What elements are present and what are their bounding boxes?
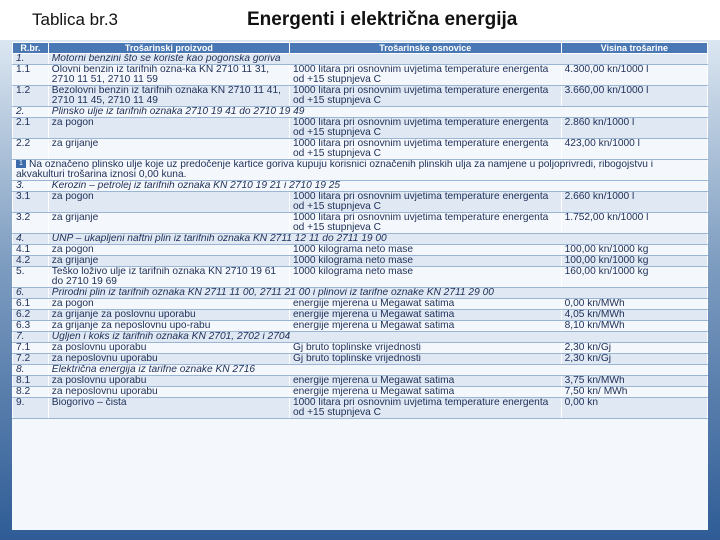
row-number: 7.1 [13,343,49,354]
table-row [13,376,708,387]
section-title: Ugljen i koks iz tarifnih oznaka KN 2701, 2702 i 2704 [48,332,707,343]
header-rate: Visina trošarine [561,43,707,54]
section-number: 8. [13,365,49,376]
table-row [13,139,708,160]
row-product: Teško loživo ulje iz tarifnih oznaka KN 2710 19 61 do 2710 19 69 [48,267,289,288]
header-base: Trošarinske osnovice [289,43,561,54]
row-base: 1000 litara pri osnovnim uvjetima temperature energenta od +15 stupnjeva C [289,213,561,234]
table-row [13,256,708,267]
row-base: 1000 kilograma neto mase [289,267,561,288]
row-number: 9. [13,398,49,419]
row-base: 1000 litara pri osnovnim uvjetima temperature energenta od +15 stupnjeva C [289,118,561,139]
table-row [13,192,708,213]
table-row [13,398,708,419]
slide-title: Energenti i električna energija [247,9,518,30]
row-product: za neposlovnu uporabu [48,354,289,365]
row-base: energije mjerena u Megawat satima [289,310,561,321]
row-base: energije mjerena u Megawat satima [289,321,561,332]
row-rate: 7,50 kn/ MWh [561,387,707,398]
section-title: Plinsko ulje iz tarifnih oznaka 2710 19 41 do 2710 19 49 [48,107,707,118]
row-rate: 2,30 kn/Gj [561,343,707,354]
row-rate: 0,00 kn [561,398,707,419]
row-rate: 160,00 kn/1000 kg [561,267,707,288]
row-rate: 4,05 kn/MWh [561,310,707,321]
note-text: Na označeno plinsko ulje koje uz predočenje kartice goriva kupuju korisnici označenih plinskih ulja za namjene u poljoprivredi, ribogojstvu i akvakulturi trošarina iznosi 0,00 kuna. [16,159,654,180]
section-title: Prirodni plin iz tarifnih oznaka KN 2711 11 00, 2711 21 00 i plinovi iz tarifne oznake KN 2711 29 00 [48,288,707,299]
row-base: Gj bruto toplinske vrijednosti [289,343,561,354]
section-number: 6. [13,288,49,299]
table-row [13,387,708,398]
row-number: 8.1 [13,376,49,387]
row-product: Bezolovni benzin iz tarifnih oznaka KN 2710 11 41, 2710 11 45, 2710 11 49 [48,86,289,107]
row-rate: 423,00 kn/1000 l [561,139,707,160]
row-rate: 3.660,00 kn/1000 l [561,86,707,107]
table-body [13,54,708,419]
row-rate: 3,75 kn/MWh [561,376,707,387]
section-row [13,107,708,118]
table-row [13,354,708,365]
section-title: Motorni benzini što se koriste kao pogonska goriva [48,54,707,65]
row-number: 3.1 [13,192,49,213]
section-title: Kerozin – petrolej iz tarifnih oznaka KN 2710 19 21 i 2710 19 25 [48,181,707,192]
section-row [13,332,708,343]
table-row [13,86,708,107]
table-row [13,343,708,354]
row-base: 1000 litara pri osnovnim uvjetima temperature energenta od +15 stupnjeva C [289,139,561,160]
section-row [13,54,708,65]
note-row [13,160,708,181]
table-row [13,310,708,321]
row-base: 1000 litara pri osnovnim uvjetima temperature energenta od +15 stupnjeva C [289,192,561,213]
row-product: za pogon [48,192,289,213]
section-number: 7. [13,332,49,343]
section-row [13,181,708,192]
table-header-row [13,43,708,54]
header-product: Trošarinski proizvod [48,43,289,54]
row-number: 2.2 [13,139,49,160]
excise-table-container [12,42,708,530]
section-title: Električna energija iz tarifne oznake KN 2716 [48,365,707,376]
row-number: 1.2 [13,86,49,107]
row-base: energije mjerena u Megawat satima [289,299,561,310]
row-number: 2.1 [13,118,49,139]
row-base: 1000 kilograma neto mase [289,256,561,267]
section-number: 2. [13,107,49,118]
row-number: 3.2 [13,213,49,234]
row-number: 7.2 [13,354,49,365]
note-cell [13,160,708,181]
row-rate: 100,00 kn/1000 kg [561,245,707,256]
row-rate: 1.752,00 kn/1000 l [561,213,707,234]
row-number: 4.1 [13,245,49,256]
row-number: 8.2 [13,387,49,398]
header-number: R.br. [13,43,49,54]
row-rate: 100,00 kn/1000 kg [561,256,707,267]
row-base: Gj bruto toplinske vrijednosti [289,354,561,365]
row-rate: 8,10 kn/MWh [561,321,707,332]
row-product: za pogon [48,118,289,139]
row-product: za grijanje za poslovnu uporabu [48,310,289,321]
section-row [13,288,708,299]
table-row [13,245,708,256]
section-title: UNP – ukapljeni naftni plin iz tarifnih oznaka KN 2711 12 11 do 2711 19 00 [48,234,707,245]
row-product: za poslovnu uporabu [48,376,289,387]
row-base: energije mjerena u Megawat satima [289,376,561,387]
table-row [13,321,708,332]
section-number: 4. [13,234,49,245]
row-rate: 2.860 kn/1000 l [561,118,707,139]
row-product: za poslovnu uporabu [48,343,289,354]
excise-table [12,42,708,419]
section-row [13,365,708,376]
row-product: Olovni benzin iz tarifnih ozna-ka KN 2710 11 31, 2710 11 51, 2710 11 59 [48,65,289,86]
slide-header [0,0,720,40]
row-base: 1000 kilograma neto mase [289,245,561,256]
row-number: 5. [13,267,49,288]
table-row [13,213,708,234]
row-base: 1000 litara pri osnovnim uvjetima temperature energenta od +15 stupnjeva C [289,86,561,107]
row-number: 1.1 [13,65,49,86]
row-base: 1000 litara pri osnovnim uvjetima temperature energenta od +15 stupnjeva C [289,398,561,419]
section-number: 1. [13,54,49,65]
note-badge: 1 [16,160,26,168]
row-base: energije mjerena u Megawat satima [289,387,561,398]
table-row [13,118,708,139]
table-row [13,65,708,86]
row-number: 6.3 [13,321,49,332]
row-number: 4.2 [13,256,49,267]
row-rate: 2.660 kn/1000 l [561,192,707,213]
row-product: za grijanje [48,256,289,267]
row-rate: 0,00 kn/MWh [561,299,707,310]
row-product: za grijanje [48,139,289,160]
row-rate: 2,30 kn/Gj [561,354,707,365]
row-product: za grijanje [48,213,289,234]
row-product: za grijanje za neposlovnu upo-rabu [48,321,289,332]
slide-label: Tablica br.3 [32,10,118,29]
row-product: za neposlovnu uporabu [48,387,289,398]
table-row [13,267,708,288]
section-number: 3. [13,181,49,192]
table-row [13,299,708,310]
row-product: za pogon [48,245,289,256]
row-product: Biogorivo – čista [48,398,289,419]
section-row [13,234,708,245]
row-rate: 4.300,00 kn/1000 l [561,65,707,86]
row-number: 6.2 [13,310,49,321]
row-product: za pogon [48,299,289,310]
row-base: 1000 litara pri osnovnim uvjetima temperature energenta od +15 stupnjeva C [289,65,561,86]
row-number: 6.1 [13,299,49,310]
